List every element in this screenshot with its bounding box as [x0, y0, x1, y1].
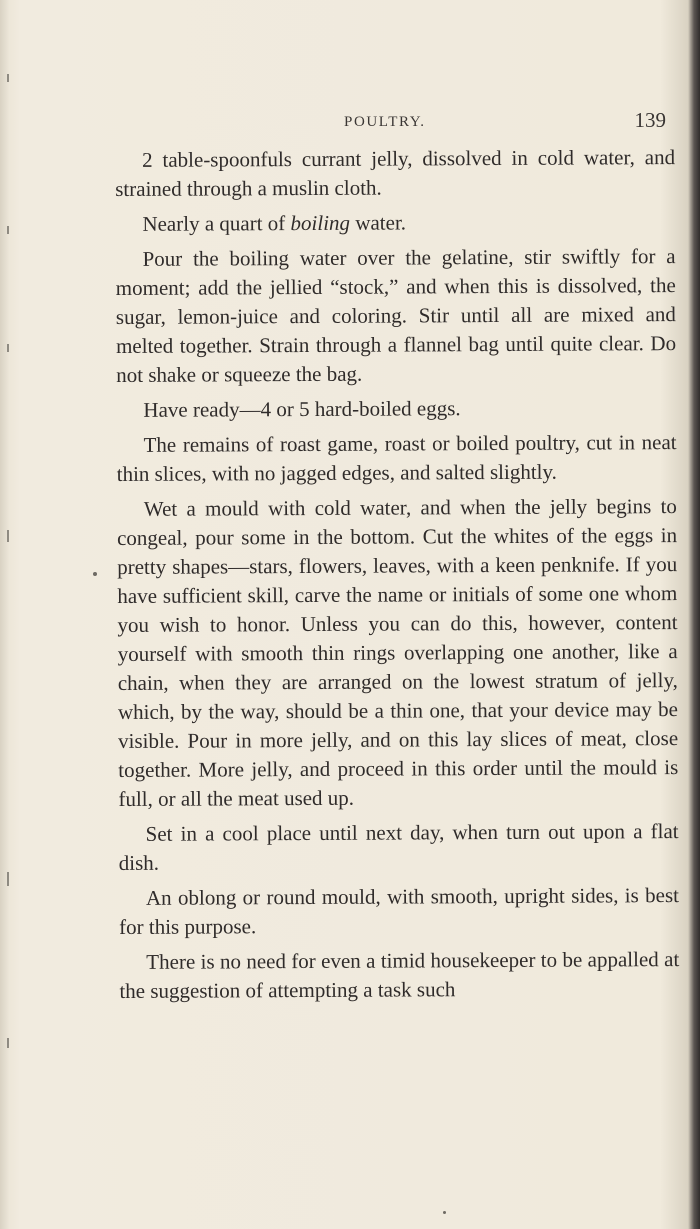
- ink-speck: [93, 572, 97, 576]
- margin-mark: [7, 1038, 9, 1048]
- paragraph: [115, 207, 675, 239]
- emphasis-text: boiling: [290, 210, 351, 236]
- paragraph: The remains of roast game, roast or boiled poultry, cut in neat thin slices, with no jagged edges, and salted slightly.: [116, 430, 677, 486]
- paragraph: Pour the boiling water over the gelatine, stir swiftly for a moment; add the jellied “stock,” and when this is dissolved, the sugar, lemon-juice and coloring. Stir until all are mixed and melted together. Strain through a flannel bag until quite clear. Do not shake or squeeze the bag.: [115, 244, 677, 387]
- margin-mark: [7, 226, 9, 234]
- ink-speck: [443, 1211, 446, 1214]
- paragraph: Have ready—4 or 5 hard-boiled eggs.: [143, 396, 461, 422]
- margin-mark: [7, 530, 9, 542]
- text-run: Nearly a quart of: [142, 211, 291, 236]
- margin-mark: [7, 872, 9, 886]
- margin-mark: [7, 344, 9, 352]
- section-title: POULTRY.: [344, 114, 426, 130]
- running-head: [110, 108, 670, 138]
- paragraph: Wet a mould with cold water, and when the jelly begins to congeal, pour some in the bottom. Cut the whites of the eggs in pretty shapes—stars, flowers, leaves, with a keen penknife. If you have sufficient skill, carve the name or initials of some one whom you wish to honor. Unless you can do this, however, content yourself with smooth thin rings overlapping one another, like a chain, when they are arranged on the lowest stratum of jelly, which, by the way, should be a thin one, that your device may be visible. Pour in more jelly, and on this lay slices of meat, close together. More jelly, and proceed in this order until the mould is full, or all the meat used up.: [116, 494, 679, 811]
- text-run: water.: [349, 210, 407, 235]
- paragraph: 2 table-spoonfuls currant jelly, dissolved in cold water, and strained through a muslin cloth.: [115, 145, 676, 201]
- margin-mark: [7, 74, 9, 82]
- page-number: 139: [634, 108, 666, 132]
- page-body: [115, 143, 679, 1006]
- paragraph: An oblong or round mould, with smooth, upright sides, is best for this purpose.: [119, 883, 679, 939]
- paragraph: There is no need for even a timid housekeeper to be appalled at the suggestion of attempting a task such: [119, 947, 680, 1003]
- paragraph: Set in a cool place until next day, when turn out upon a flat dish.: [118, 819, 679, 875]
